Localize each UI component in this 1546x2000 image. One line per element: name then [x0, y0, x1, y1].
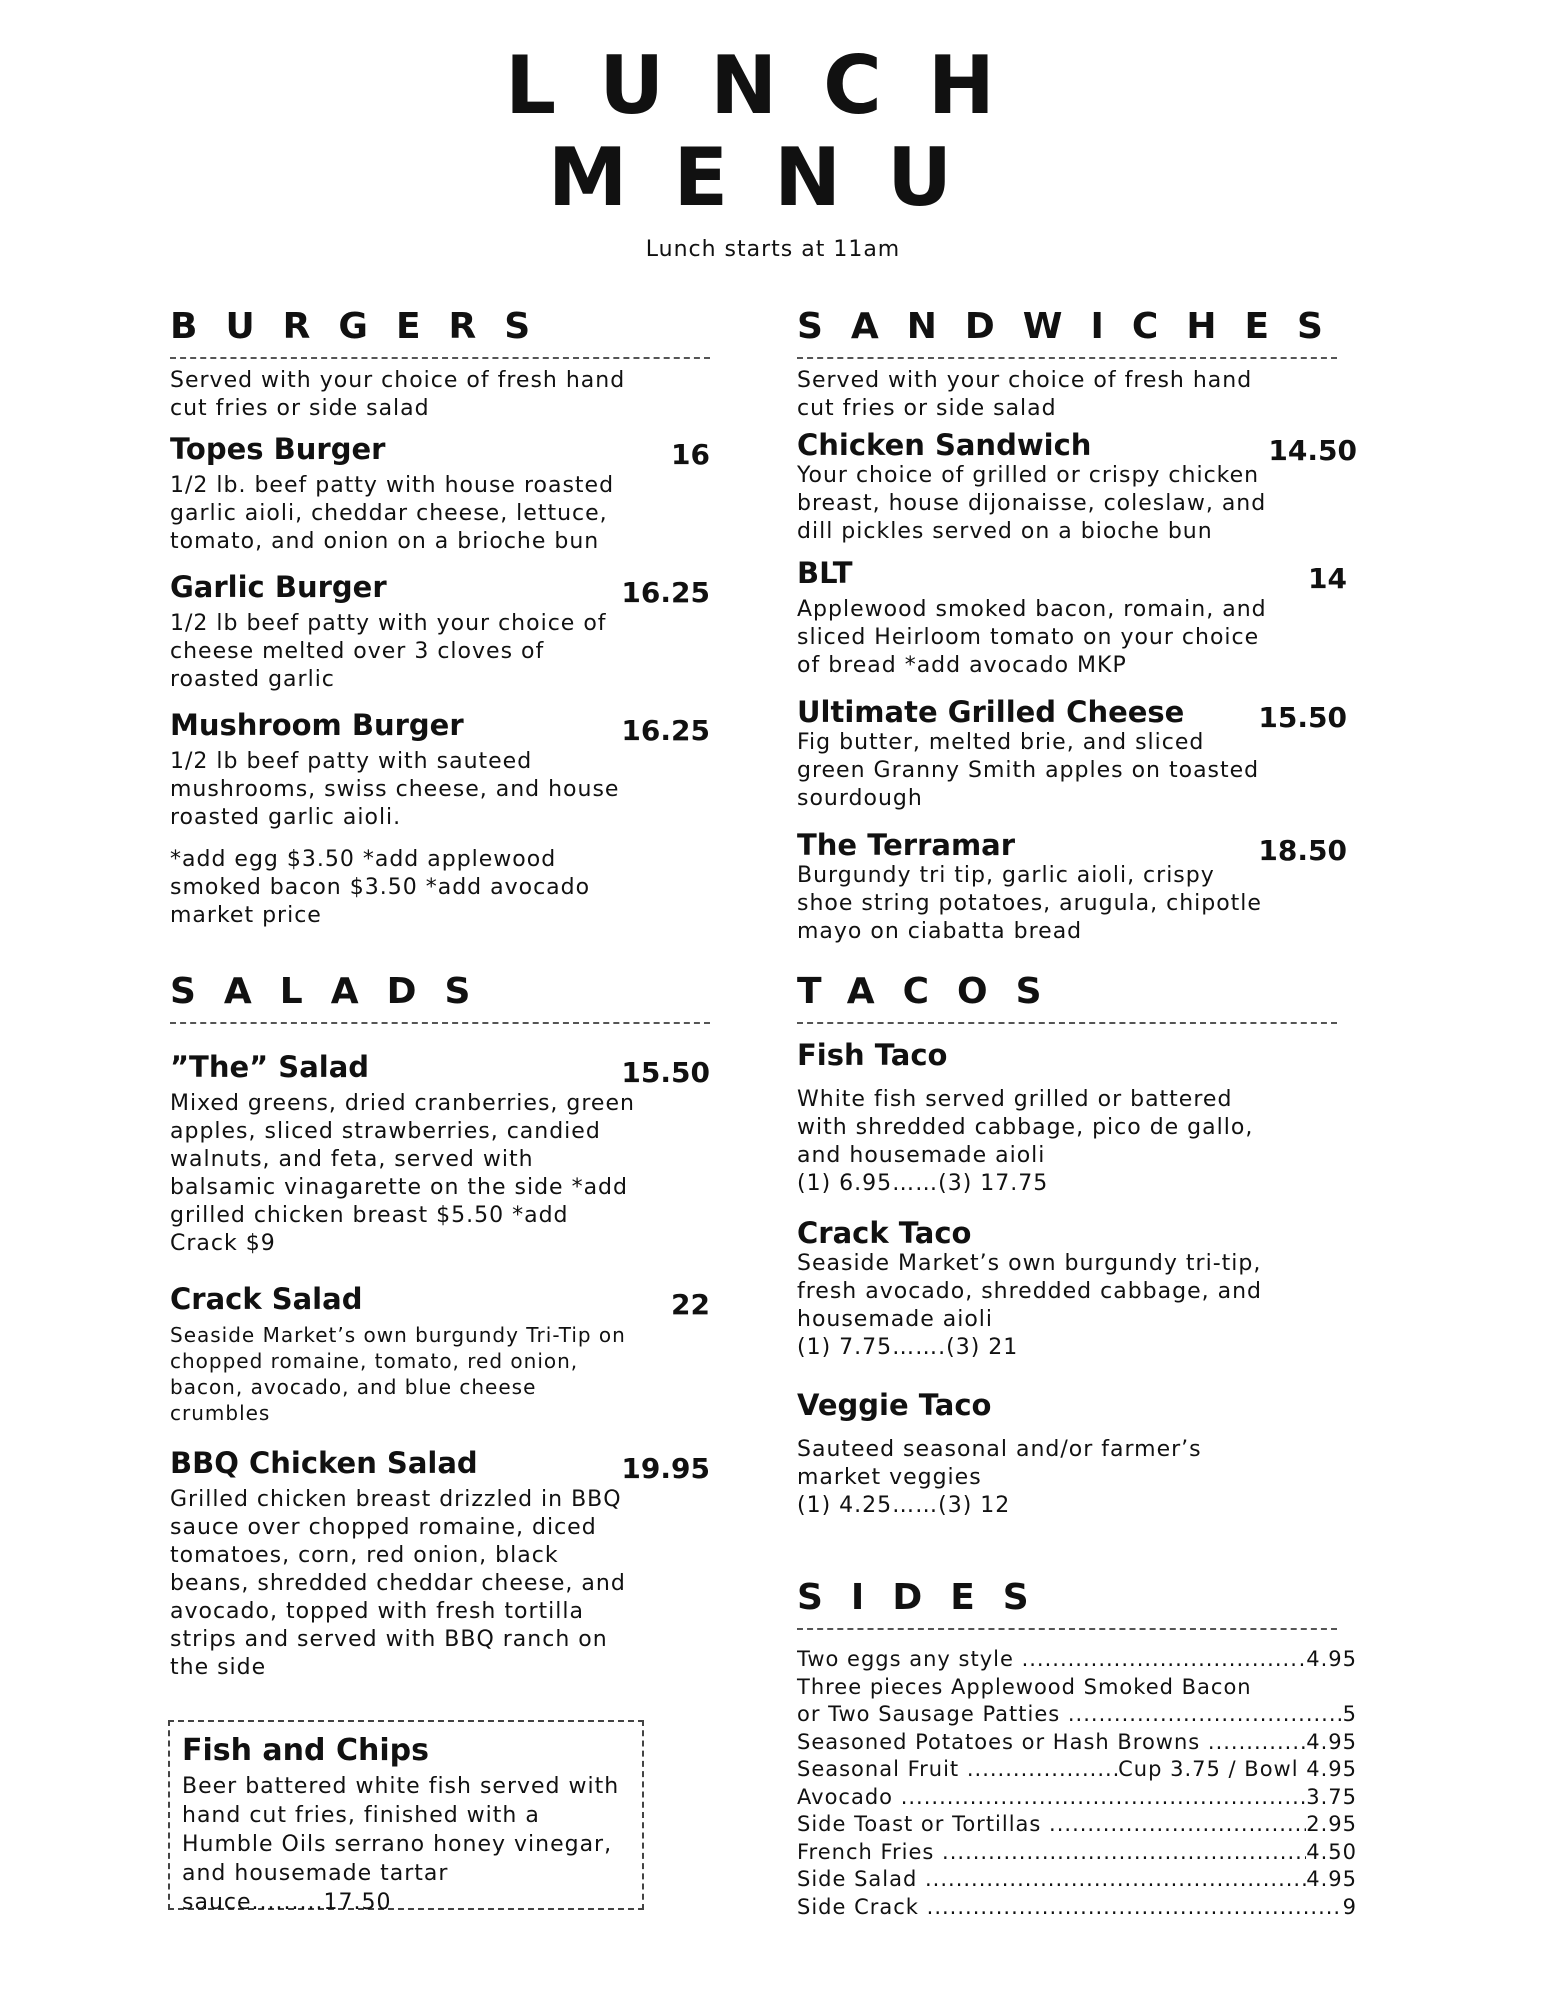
sandwiches-divider	[797, 357, 1337, 359]
menu-item-garlic-burger	[170, 570, 725, 694]
sides-divider	[797, 1628, 1337, 1630]
side-price: 3.75	[1306, 1784, 1357, 1809]
side-name: Side Crack .....	[797, 1894, 1343, 1922]
item-name: Fish Taco	[797, 1038, 948, 1072]
sides-section	[797, 1576, 1357, 1921]
side-item	[797, 1756, 1357, 1784]
side-price: Cup 3.75 / Bowl 4.95	[1118, 1757, 1357, 1781]
menu-item-topes-burger	[170, 432, 725, 556]
item-name: BLT	[797, 556, 853, 590]
item-name: BBQ Chicken Salad	[170, 1446, 478, 1480]
side-price: 4.95	[1306, 1867, 1357, 1891]
item-price: 22	[671, 1288, 710, 1321]
menu-item-the-terramar	[797, 828, 1357, 946]
menu-item-bbq-chicken-salad	[170, 1446, 725, 1682]
side-price: 4.95	[1306, 1729, 1357, 1754]
tacos-divider	[797, 1022, 1337, 1024]
sandwiches-section	[797, 305, 1357, 423]
item-price: 18.50	[1258, 834, 1347, 867]
item-price: 14.50	[1268, 434, 1357, 467]
item-price: (1) 7.75…….(3) 21	[797, 1335, 1019, 1360]
fish-and-chips-box	[168, 1720, 644, 1915]
item-price: (1) 4.25……(3) 12	[797, 1493, 1011, 1518]
tacos-section	[797, 970, 1357, 1024]
menu-item-crack-taco	[797, 1216, 1357, 1362]
item-name: Fish and Chips	[182, 1733, 429, 1768]
item-name: The Terramar	[797, 828, 1016, 862]
side-item	[797, 1646, 1357, 1674]
menu-item-blt	[797, 556, 1357, 680]
menu-item-the-salad	[170, 1050, 725, 1258]
item-name: Garlic Burger	[170, 570, 387, 604]
item-price: 15.50	[621, 1056, 710, 1089]
side-price: 2.95	[1306, 1812, 1357, 1836]
item-description: Seaside Market’s own burgundy tri-tip, fresh avocado, shredded cabbage, and housemade aioli	[797, 1251, 1262, 1332]
side-name: or Two Sausage Patties .....	[797, 1701, 1343, 1729]
burger-addons: *add egg $3.50 *add applewood smoked bacon $3.50 *add avocado market price	[170, 847, 591, 928]
lunch-hours-note: Lunch starts at 11am	[645, 237, 901, 262]
item-description: Applewood smoked bacon, romain, and sliced Heirloom tomato on your choice of bread *add avocado MKP	[797, 597, 1267, 678]
item-description: 1/2 lb beef patty with your choice of cheese melted over 3 cloves of roasted garlic	[170, 611, 607, 692]
side-name: Seasonal Fruit .....	[797, 1756, 1118, 1784]
burgers-section	[170, 305, 725, 423]
side-name: French Fries .....	[797, 1839, 1306, 1867]
item-description: Your choice of grilled or crispy chicken breast, house dijonaisse, coleslaw, and dill pickles served on a bioche bun	[797, 463, 1267, 544]
side-item	[797, 1811, 1357, 1839]
tacos-heading: TACOS	[797, 971, 1070, 1012]
sides-list	[797, 1646, 1357, 1921]
page-title-line-2: MENU	[547, 131, 999, 224]
item-price: 14	[1308, 562, 1347, 595]
item-price: 16.25	[621, 576, 710, 609]
item-price: (1) 6.95……(3) 17.75	[797, 1171, 1049, 1196]
item-name: ”The” Salad	[170, 1050, 370, 1084]
side-name: Side Toast or Tortillas .....	[797, 1811, 1306, 1839]
menu-item-mushroom-burger	[170, 708, 725, 930]
item-name: Crack Salad	[170, 1282, 363, 1316]
item-description: Fig butter, melted brie, and sliced green Granny Smith apples on toasted sourdough	[797, 730, 1260, 811]
item-description: Mixed greens, dried cranberries, green apples, sliced strawberries, candied walnuts, and feta, served with balsamic vinagarette on the side *add grilled chicken breast $5.50 *add Crack $9	[170, 1091, 635, 1256]
item-description: Burgundy tri tip, garlic aioli, crispy shoe string potatoes, arugula, chipotle mayo on ciabatta bread	[797, 863, 1262, 944]
item-description: 1/2 lb beef patty with sauteed mushrooms, swiss cheese, and house roasted garlic aioli.	[170, 749, 620, 830]
side-item	[797, 1729, 1357, 1757]
item-name: Mushroom Burger	[170, 708, 464, 742]
side-name: Side Salad .....	[797, 1866, 1306, 1894]
item-description: Sauteed seasonal and/or farmer’s market veggies	[797, 1437, 1202, 1490]
side-item	[797, 1866, 1357, 1894]
item-description: Grilled chicken breast drizzled in BBQ sauce over chopped romaine, diced tomatoes, corn, red onion, black beans, shredded cheddar cheese, and avocado, topped with fresh tortilla strips and served with BBQ ranch on the side	[170, 1487, 626, 1680]
sides-heading: SIDES	[797, 1577, 1057, 1618]
salads-section	[170, 970, 725, 1024]
side-price: .4.95	[1298, 1647, 1357, 1671]
side-item	[797, 1894, 1357, 1922]
sandwiches-note: Served with your choice of fresh hand cut fries or side salad	[797, 368, 1253, 421]
side-price: 9	[1342, 1894, 1357, 1919]
item-name: Crack Taco	[797, 1216, 972, 1250]
item-name: Ultimate Grilled Cheese	[797, 695, 1185, 729]
side-item	[797, 1674, 1357, 1702]
side-item	[797, 1701, 1357, 1729]
side-name: Avocado .....	[797, 1784, 1306, 1812]
menu-item-crack-salad	[170, 1282, 725, 1426]
side-name: Seasoned Potatoes or Hash Browns .....	[797, 1729, 1306, 1757]
menu-item-fish-taco	[797, 1038, 1357, 1198]
item-price: 19.95	[621, 1452, 710, 1485]
side-item	[797, 1784, 1357, 1812]
salads-divider	[170, 1022, 710, 1024]
burgers-note: Served with your choice of fresh hand cut fries or side salad	[170, 368, 626, 421]
item-name: Topes Burger	[170, 432, 386, 466]
burgers-divider	[170, 357, 710, 359]
item-description: 1/2 lb. beef patty with house roasted garlic aioli, cheddar cheese, lettuce, tomato, and onion on a brioche bun	[170, 473, 615, 554]
side-name: Two eggs any style .....	[797, 1646, 1299, 1674]
menu-item-veggie-taco	[797, 1388, 1357, 1520]
item-price: 15.50	[1258, 701, 1347, 734]
salads-heading: SALADS	[170, 971, 499, 1012]
item-description: Beer battered white fish served with hand cut fries, finished with a Humble Oils serrano honey vinegar, and housemade tartar sauce.........17.50	[182, 1774, 620, 1915]
menu-item-ultimate-grilled-cheese	[797, 695, 1357, 813]
item-price: 16.25	[621, 714, 710, 747]
item-price: 16	[671, 438, 710, 471]
side-item	[797, 1839, 1357, 1867]
item-description: White fish served grilled or battered with shredded cabbage, pico de gallo, and housemade aioli	[797, 1087, 1254, 1168]
item-description: Seaside Market’s own burgundy Tri-Tip on chopped romaine, tomato, red onion, bacon, avocado, and blue cheese crumbles	[170, 1323, 626, 1425]
side-name: Three pieces Applewood Smoked Bacon	[797, 1674, 1252, 1699]
item-name: Veggie Taco	[797, 1388, 992, 1422]
item-name: Chicken Sandwich	[797, 428, 1092, 462]
side-price: 5	[1342, 1702, 1357, 1726]
sandwiches-heading: SANDWICHES	[797, 306, 1351, 347]
menu-item-chicken-sandwich	[797, 428, 1357, 546]
page-title-line-1: LUNCH	[505, 39, 1041, 132]
burgers-heading: BURGERS	[170, 306, 559, 347]
side-price: 4.50	[1306, 1839, 1357, 1864]
